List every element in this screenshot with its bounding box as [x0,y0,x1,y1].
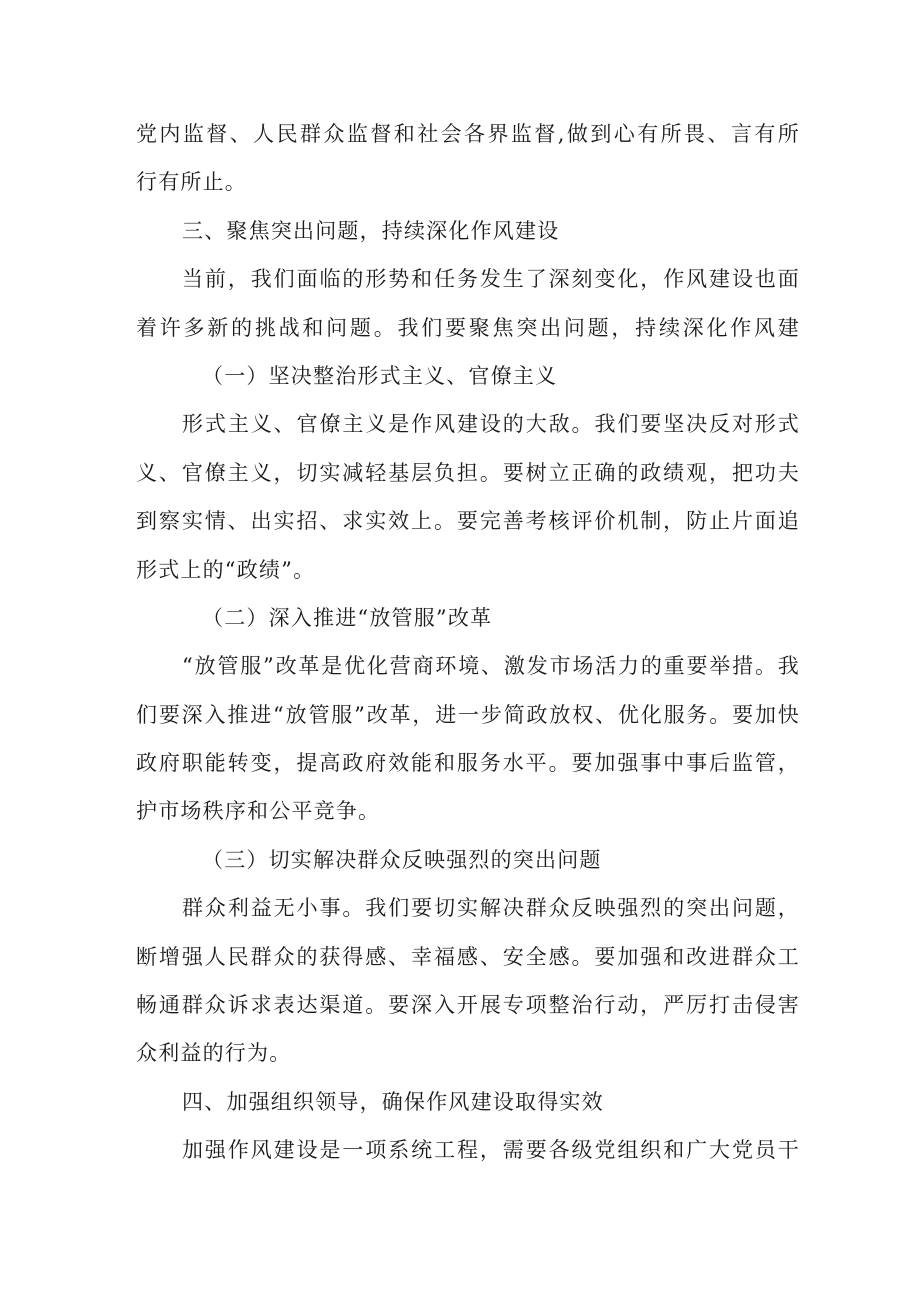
text-line: 护市场秩序和公平竞争。 [136,799,381,824]
text-line: 形式上的“政绩”。 [136,557,316,582]
paragraph-first-line: “放管服”改革是优化营商环境、激发市场活力的重要举措。我 [182,654,800,679]
text-line: 众利益的行为。 [136,1041,292,1066]
section-heading: 三、聚焦突出问题，持续深化作风建设 [182,218,560,243]
paragraph-first-line: 形式主义、官僚主义是作风建设的大敌。我们要坚决反对形式 [182,412,800,437]
text-line: 断增强人民群众的获得感、幸福感、安全感。要加强和改进群众工 [136,944,800,969]
text-line: 们要深入推进“放管服”改革，进一步简政放权、优化服务。要加快 [136,702,800,727]
text-line: 着许多新的挑战和问题。我们要聚焦突出问题，持续深化作风建 [136,315,800,340]
text-line: 畅通群众诉求表达渠道。要深入开展专项整治行动，严厉打击侵害 [136,993,800,1018]
text-line: 行有所止。 [136,170,247,195]
text-line: 到察实情、出实招、求实效上。要完善考核评价机制，防止片面追 [136,509,800,534]
subsection-heading: （一）坚决整治形式主义、官僚主义 [202,363,558,388]
paragraph-first-line: 加强作风建设是一项系统工程，需要各级党组织和广大党员干 [182,1138,800,1163]
text-line: 政府职能转变，提高政府效能和服务水平。要加强事中事后监管， [136,751,800,776]
text-line: 义、官僚主义，切实减轻基层负担。要树立正确的政绩观，把功夫 [136,460,800,485]
paragraph-first-line: 当前，我们面临的形势和任务发生了深刻变化，作风建设也面 [182,267,800,292]
paragraph-first-line: 群众利益无小事。我们要切实解决群众反映强烈的突出问题， [182,896,800,921]
document-body [136,110,800,1175]
subsection-heading: （二）深入推进“放管服”改革 [202,605,493,630]
text-line: 党内监督、人民群众监督和社会各界监督,做到心有所畏、言有所 [136,122,800,146]
section-heading: 四、加强组织领导，确保作风建设取得实效 [182,1089,604,1114]
subsection-heading: （三）切实解决群众反映强烈的突出问题 [202,847,602,872]
